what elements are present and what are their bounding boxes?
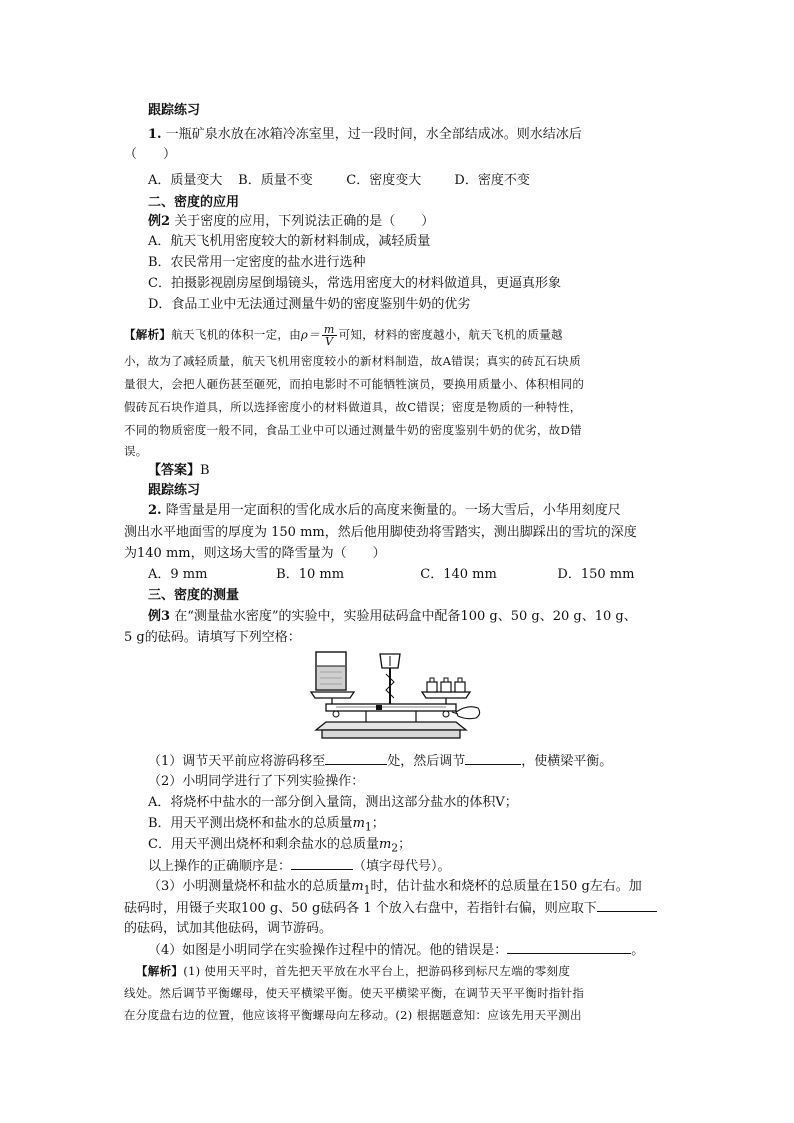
answer-blank	[507, 941, 631, 954]
option-c: C．密度变大	[346, 173, 422, 188]
question-number: 1.	[148, 127, 162, 142]
analysis-3-line: 线处。然后调节平衡螺母，使天平横梁平衡。使天平横梁平衡，在调节天平平衡时指针指	[124, 986, 585, 1000]
option-c: C．140 mm	[420, 567, 497, 582]
question-1-options	[148, 172, 530, 190]
analysis-3-line: 在分度盘右边的位置，他应该将平衡螺母向左移动。(2) 根据题意知：应该先用天平测出	[124, 1008, 582, 1022]
sub-question-2: （2）小明同学进行了下列实验操作：	[148, 774, 365, 789]
order-question: 以上操作的正确顺序是： （填字母代号）。	[148, 859, 451, 874]
example-text: 关于密度的应用，下列说法正确的是（ ）	[174, 214, 435, 229]
sub-question-3-line: 的砝码，试加其他砝码，调节游码。	[124, 921, 333, 936]
analysis-2-line: 误。	[124, 444, 148, 458]
option-b: B．质量不变	[238, 173, 313, 188]
answer-label: 【答案】	[148, 463, 201, 478]
section-heading-practice-1: 跟踪练习	[148, 103, 201, 118]
example-3-line: 5 g的砝码。请填写下列空格：	[124, 630, 301, 645]
question-2-line: 测出水平地面雪的厚度为 150 mm，然后他用脚使劲将雪踏实，测出脚踩出的雪坑的深度	[124, 525, 637, 540]
example-2	[148, 213, 434, 231]
example-2-option-d: D．食品工业中无法通过测量牛奶的密度鉴别牛奶的优劣	[148, 297, 471, 312]
beaker-icon	[316, 652, 346, 690]
question-2-options	[148, 566, 634, 584]
question-2-line: 2. 降雪量是用一定面积的雪化成水后的高度来衡量的。一场大雪后，小华用刻度尺	[148, 503, 621, 518]
section-heading-density-measurement: 三、密度的测量	[148, 588, 240, 603]
question-text: 一瓶矿泉水放在冰箱冷冻室里，过一段时间，水全部结成冰。则水结冰后	[165, 127, 582, 142]
step-a: A．将烧杯中盐水的一部分倒入量筒，测出这部分盐水的体积V；	[148, 795, 518, 810]
example-2-option-a: A．航天飞机用密度较大的新材料制成，减轻质量	[148, 234, 431, 249]
answer-blank	[465, 752, 521, 765]
section-heading-practice-2: 跟踪练习	[148, 483, 201, 498]
example-3-line: 例3 在“测量盐水密度”的实验中，实验用砝码盒中配备100 g、50 g、20 g、10 g、	[148, 609, 637, 624]
section-heading-density-application: 二、密度的应用	[148, 195, 240, 210]
sub-question-3-line: （3）小明测量烧杯和盐水的总质量$m_1$时，估计盐水和烧杯的总质量在150 g左右。加	[148, 879, 642, 897]
option-a: A．质量变大	[148, 173, 223, 188]
option-a: A．9 mm	[148, 567, 208, 582]
analysis-2-line: 小，故为了减轻质量，航天飞机用密度较小的新材料制造，故A错误；真实的砖瓦石块质	[124, 354, 581, 368]
step-b: B．用天平测出烧杯和盐水的总质量$m_1$；	[148, 816, 385, 834]
analysis-label: 【解析】	[136, 964, 184, 978]
density-formula: $\frac{m}{V}$	[323, 323, 335, 348]
example-label: 例3	[148, 609, 171, 624]
analysis-label: 【解析】	[124, 327, 172, 342]
step-c: C．用天平测出烧杯和剩余盐水的总质量$m_2$；	[148, 837, 412, 855]
analysis-2-line: 假砖瓦石块作道具，所以选择密度小的材料做道具，故C错误；密度是物质的一种特性，	[124, 400, 582, 414]
option-d: D．密度不变	[454, 173, 530, 188]
question-1-paren: （ ）	[124, 147, 177, 162]
option-d: D．150 mm	[557, 567, 635, 582]
answer-blank	[597, 899, 657, 912]
question-1	[148, 126, 582, 144]
question-number: 2.	[148, 503, 162, 518]
answer-value: B	[200, 463, 210, 478]
analysis-3-first-line: 【解析】(1) 使用天平时，首先把天平放在水平台上，把游码移到标尺左端的零刻度	[136, 964, 571, 978]
balance-scale-figure	[306, 646, 486, 746]
answer-2	[148, 462, 210, 480]
answer-blank	[325, 752, 387, 765]
sub-question-3-line: 砝码时，用镊子夹取100 g、50 g砝码各 1 个放入右盘中，若指针右偏，则应取下	[124, 899, 657, 918]
example-2-option-c: C．拍摄影视剧房屋倒塌镜头，常选用密度大的材料做道具，更逼真形象	[148, 276, 561, 291]
example-2-option-b: B．农民常用一定密度的盐水进行选种	[148, 255, 366, 270]
answer-blank	[291, 857, 353, 870]
option-b: B．10 mm	[276, 567, 345, 582]
analysis-2-first-line: 【解析】航天飞机的体积一定，由ρ＝ $\frac{m}{V}$ 可知，材料的密度越小，航天飞机的质量越	[124, 323, 563, 348]
analysis-2-line: 量很大，会把人砸伤甚至砸死，而拍电影时不可能牺牲演员，要换用质量小、体积相同的	[124, 377, 585, 391]
analysis-2-line: 不同的物质密度一般不同，食品工业中可以通过测量牛奶的密度鉴别牛奶的优劣，故D错	[124, 423, 582, 437]
sub-question-4: （4）如图是小明同学在实验操作过程中的情况。他的错误是： 。	[148, 943, 645, 958]
question-2-line: 为140 mm，则这场大雪的降雪量为（ ）	[124, 546, 386, 561]
example-label: 例2	[148, 214, 171, 229]
weights-icon	[427, 678, 465, 692]
sub-question-1: （1）调节天平前应将游码移至 处，然后调节 ，使横梁平衡。	[148, 754, 613, 769]
